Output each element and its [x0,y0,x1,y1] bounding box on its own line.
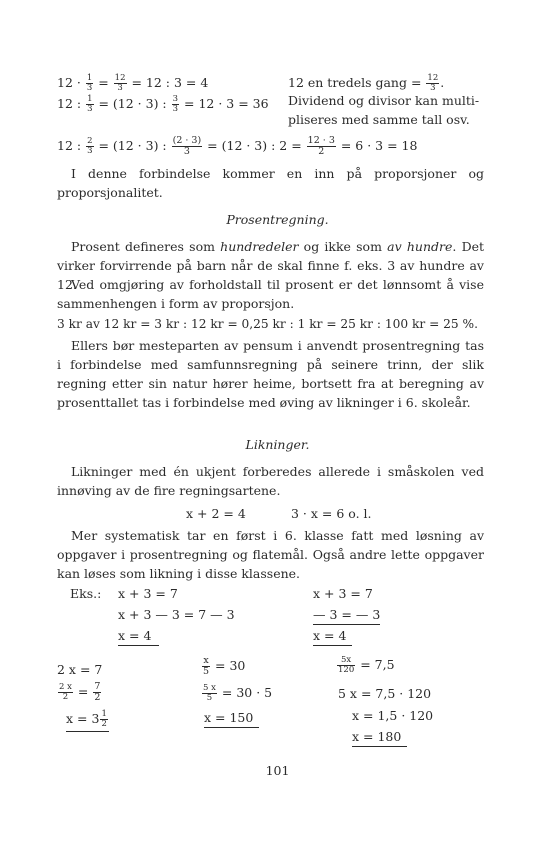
example-d-frac1 [202,656,210,677]
eq1-note-frac [426,74,439,93]
eq3-f3n: 12 · 3 [307,135,335,146]
example-a-line1: x + 3 = 7 [118,586,178,601]
eq3-frac2 [172,136,203,157]
eq1-f1n: 1 [86,73,93,83]
example-c-frac-right [93,682,101,703]
eq2-f2n: 3 [172,94,179,104]
example-c-line2 [57,682,102,703]
eq3-frac1 [86,137,93,156]
eq2-frac1 [86,95,93,114]
example-d-f1n: x [203,655,209,666]
example-d-line2 [201,684,272,703]
example-b-line2 [313,609,380,625]
eq3-pre: 12 : [57,137,86,153]
example-e-fn: 5x [337,656,355,666]
example-a-result: x = 4 [118,630,159,646]
eq3-post: = 6 · 3 = 18 [336,137,418,153]
likninger-paragraph-2: Mer systematisk tar en først i 6. klasse fatt med løsning av oppgaver i prosentregning og flatemål. Også andre lette oppgaver kan løses som likning i disse klassene. [57,528,484,581]
prosent-p1-c: . Det virker forvirrende på barn når de skal finne f. eks. 3 av hundre av 12. [57,239,485,292]
prosent-p1-em1: hundredeler [220,239,299,254]
example-d-line1 [201,656,245,677]
example-c-frac-left [58,683,73,702]
eq1-post: = 12 : 3 = 4 [127,74,209,90]
equation-2-note-line1: Dividend og divisor kan multi- [288,93,480,108]
eq3-f2d: 3 [183,145,190,157]
example-e-line1 [336,656,395,675]
eq1-f2n: 12 [114,73,126,83]
eq1-note-text: 12 en tredels gang = [288,74,426,90]
example-c-eq: = [73,683,93,699]
equation-1-note: 12 en tredels gang = $\frac{12}{3}$ . [288,73,445,93]
example-c-rd: 2 [94,691,101,703]
equation-2-note-line2: pliseres med samme tall osv. [288,112,470,127]
example-d-line3 [204,712,259,728]
example-c-rn: 7 [94,681,101,692]
example-e-line3: x = 1,5 · 120 [352,708,434,723]
example-d-rest1: = 30 [211,657,246,673]
example-c-result-pre: x = 3 [66,710,100,726]
eq2-f2d: 3 [172,103,179,114]
section-heading-likninger: Likninger. [245,437,310,452]
eq1-mid: = [94,74,113,90]
eq3-mid2: = (12 · 3) : 2 = [203,137,306,153]
eq2-post: = 12 · 3 = 36 [180,95,269,111]
example-d-result: x = 150 [204,712,259,728]
example-c-result-frac [100,710,107,729]
likninger-paragraph-1: Likninger med én ukjent forberedes allerede i småskolen ved innøving av de fire regningsartene. [57,464,484,498]
page-number: 101 [265,763,290,778]
likninger-example-1: x + 2 = 4 [186,506,246,521]
eq1-note-fd: 3 [430,82,436,93]
eq1-frac1 [86,74,93,93]
example-b-line1: x + 3 = 7 [313,586,373,601]
example-a-line3 [118,630,159,646]
prosent-p1-a: Prosent defineres som [71,239,221,254]
eq2-frac2 [172,95,179,114]
example-b-line3 [313,630,352,646]
eq1-frac2 [114,74,127,93]
example-e-result: x = 180 [352,731,407,747]
eq2-pre: 12 : [57,95,86,111]
example-d-rest2: = 30 · 5 [217,684,273,700]
example-b-result: x = 4 [313,630,352,646]
prosent-p1-b: og ikke som [298,239,388,254]
example-c-ln: 2 x [59,682,72,693]
prosent-paragraph-2: Ved omgjøring av forholdstall til prosent er det lønnsomt å vise sammenhengen i form av proporsjon. [57,277,484,311]
example-c-ld: 2 [62,691,69,702]
example-e-line2: 5 x = 7,5 · 120 [338,686,432,701]
eq1-f2d: 3 [117,82,123,93]
example-c-line3 [66,710,109,732]
example-e-line4 [352,731,407,747]
example-c-line1: 2 x = 7 [57,662,103,677]
example-d-f2n: 5 x [203,683,216,693]
example-c-result [66,710,109,732]
eq2-mid: = (12 · 3) : [94,95,171,111]
intro-paragraph: I denne forbindelse kommer en inn på proporsjoner og proporsjonalitet. [57,166,484,200]
equation-1 [57,74,208,93]
eq1-f1d: 3 [86,82,93,93]
example-e-fd: 120 [338,664,355,675]
example-b-subtract: — 3 = — 3 [313,609,380,625]
likninger-example-2: 3 · x = 6 o. l. [291,506,372,521]
example-a-line2: x + 3 — 3 = 7 — 3 [118,607,235,622]
example-e-frac [337,656,355,675]
example-c-result-fn: 1 [101,709,107,719]
section-heading-prosent: Prosentregning. [226,212,329,227]
eq3-f2n: (2 · 3) [172,135,202,146]
equation-2 [57,95,269,114]
prosent-p1-em2: av hundre [387,239,453,254]
example-e-rest: = 7,5 [356,656,395,672]
example-d-f1d: 5 [203,665,210,677]
eq3-mid1: = (12 · 3) : [94,137,171,153]
eq3-f1n: 2 [87,136,93,147]
eq2-f1n: 1 [87,94,93,104]
eq2-f1d: 3 [87,103,93,114]
eq3-f1d: 3 [87,145,93,156]
eq1-note-fn: 12 [427,73,439,83]
eq3-f3d: 2 [318,145,325,157]
prosent-formula: 3 kr av 12 kr = 3 kr : 12 kr = 0,25 kr : 1 kr = 25 kr : 100 kr = 25 %. [57,317,479,331]
eq1-pre: 12 · [57,74,85,90]
equation-3 [57,136,417,157]
example-d-f2d: 5 [206,692,213,703]
eks-label: Eks.: [70,586,102,601]
prosent-paragraph-3: Ellers bør mesteparten av pensum i anvendt prosentregning tas i forbindelse med samfunnsregning på seinere trinn, der slik regning etter sin natur hører heime, bortsett fra at beregning av prosenttallet tas i forbindelse med øving av likninger i 6. skoleår. [57,338,484,410]
example-c-result-fd: 2 [101,718,107,729]
example-d-frac2 [202,684,217,703]
eq3-frac3 [307,136,336,157]
